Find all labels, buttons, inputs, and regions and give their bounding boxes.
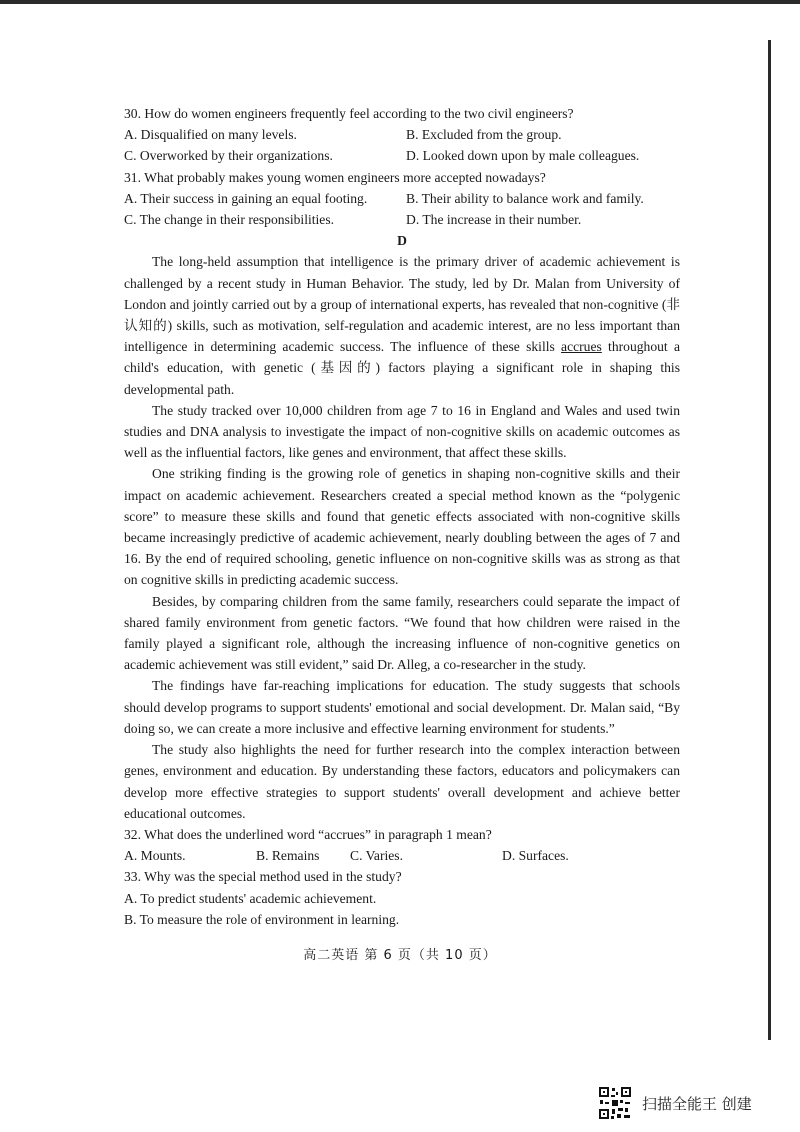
- question-30: 30. How do women engineers frequently feel according to the two civil engineers?: [124, 106, 574, 121]
- option-30-b: B. Excluded from the group.: [406, 127, 562, 143]
- scanner-watermark: [598, 1086, 752, 1120]
- watermark-text: 扫描全能王 创建: [642, 1094, 752, 1113]
- scan-right-border: [768, 40, 771, 1040]
- option-30-c: C. Overworked by their organizations.: [124, 148, 333, 164]
- question-32: 32. What does the underlined word “accrues” in paragraph 1 mean?: [124, 826, 492, 842]
- passage-paragraph-4: Besides, by comparing children from the same family, researchers could separate the impact of shared family environment from genetic factors. “We found that how children were raised in the family played a significant role, although the increasing influence of non-cognitive genetics on academic achievement was still evident,” said Dr. Alleg, a co-researcher in the study.: [124, 593, 680, 673]
- option-32-d: D. Surfaces.: [502, 848, 569, 864]
- option-32-b: B. Remains: [256, 848, 320, 864]
- option-32-a: A. Mounts.: [124, 848, 186, 864]
- question-30-options: [124, 124, 680, 166]
- passage-paragraph-6: The study also highlights the need for further research into the complex interaction between genes, environment and education. By understanding these factors, educators and policymakers can develop more effective strategies to support students' overall development and achieve better educational outcomes.: [124, 742, 680, 821]
- qr-code-icon: [598, 1086, 632, 1120]
- option-31-c: C. The change in their responsibilities.: [124, 212, 335, 228]
- exam-page: [124, 103, 680, 930]
- question-32-options: [124, 845, 680, 866]
- option-30-d: D. Looked down upon by male colleagues.: [406, 148, 640, 164]
- section-label: D: [397, 233, 407, 249]
- option-31-b: B. Their ability to balance work and family.: [406, 190, 644, 206]
- option-31-d: D. The increase in their number.: [406, 212, 582, 228]
- passage-paragraph-1: The long-held assumption that intelligence is the primary driver of academic achievement is challenged by a recent study in Human Behavior. The study, led by Dr. Malan from University of London and jointly carried out by a group of international experts, has revealed that non-cognitive (非认知的) skills, such as motivation, self-regulation and academic interest, are no less important than intelligence in determining academic success. The influence of these skills accrues throughout a child's education, with genetic (基因的) factors playing a significant role in shaping this developmental path.: [124, 254, 680, 397]
- passage-paragraph-5: The findings have far-reaching implications for education. The study suggests that schools should develop programs to support students' emotional and social development. Dr. Malan said, “By doing so, we can create a more inclusive and effective learning environment for students.”: [124, 678, 680, 736]
- question-31-options: [124, 188, 680, 230]
- underlined-word: accrues: [561, 339, 602, 355]
- option-33-a: A. To predict students' academic achievement.: [124, 890, 377, 906]
- passage-paragraph-3: One striking finding is the growing role of genetics in shaping non-cognitive skills and their impact on academic achievement. Researchers created a special method known as the “polygenic score” to measure these skills and found that genetic effects associated with non-cognitive skills became increasingly predictive of academic achievement, nearly doubling between the ages of 7 and 16. By the end of required schooling, genetic influence on non-cognitive skills was as strong as that on cognitive skills in predicting academic success.: [124, 466, 680, 588]
- question-33: 33. Why was the special method used in the study?: [124, 869, 402, 885]
- option-33-b: B. To measure the role of environment in learning.: [124, 911, 400, 927]
- option-31-a: A. Their success in gaining an equal footing.: [124, 190, 368, 206]
- question-31: 31. What probably makes young women engineers more accepted nowadays?: [124, 169, 546, 185]
- scan-top-border: [0, 0, 800, 4]
- passage-paragraph-2: The study tracked over 10,000 children from age 7 to 16 in England and Wales and used twin studies and DNA analysis to investigate the impact of non-cognitive skills on academic outcomes as well as the influential factors, like genes and environment, that affect these skills.: [124, 402, 680, 461]
- option-30-a: A. Disqualified on many levels.: [124, 127, 297, 143]
- option-32-c: C. Varies.: [350, 848, 403, 864]
- page-footer: 高二英语 第 6 页（共 10 页）: [303, 948, 497, 963]
